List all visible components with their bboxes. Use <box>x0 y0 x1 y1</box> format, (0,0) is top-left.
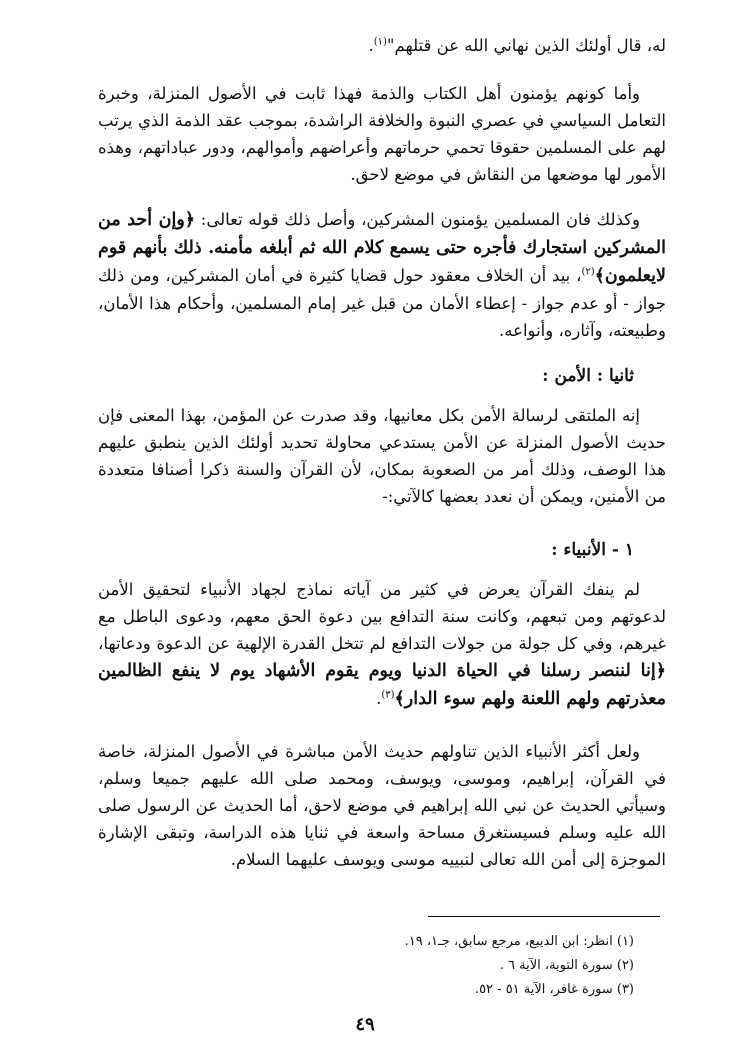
paragraph-people-of-book <box>98 80 666 188</box>
paragraph-security <box>98 402 666 510</box>
footnote-item: (٢) سورة التوبة، الآية ٦ . <box>499 958 634 973</box>
paragraph-text: ولعل أكثر الأنبياء الذين تناولهم حديث الأمن مباشرة في الأصول المنزلة، خاصة في القرآن، إبراهيم، وموسى، ويوسف، ومحمد صلى الله عليهم جميعا وسلم، وسيأتي الحديث عن نبي الله إبراهيم في موضع لاحق، أما الحديث عن الرسول صلى الله عليه وسلم فسيستغرق مساحة واسعة في ثنايا هذه الدراسة، وتبقى الإشارة الموجزة إلى أمن الله تعالى لنبييه موسى ويوسف عليهما السلام. <box>98 742 666 869</box>
paragraph-prophets-detail <box>98 738 666 873</box>
subsection-heading: ١ - الأنبياء : <box>551 540 634 560</box>
paragraph-text: ، بيد أن الخلاف معقود حول قضايا كثيرة في أمان المشركين، ومن ذلك جواز - أو عدم جواز - إعطاء الأمان من قبل غير إمام المسلمين، وأحكام هذا الأمان، وطبيعته، وآثاره، وأنواعه. <box>98 266 666 340</box>
footnote-item: (٣) سورة غافر، الآية ٥١ - ٥٢. <box>474 982 634 997</box>
footnote-ref: (٢) <box>581 266 595 278</box>
paragraph-text: له، قال أولئك الذين نهاني الله عن قتلهم" <box>386 36 666 55</box>
paragraph-text: لم ينفك القرآن يعرض في كثير من آياته نماذج لجهاد الأنبياء لتحقيق الأمن لدعوتهم ومن تبعهم، وكانت سنة التدافع بين دعوة الحق معهم، ودعوى الباطل مع غيرهم، وفي كل جولة من جولات التدافع لم تتخل القدرة الإلهية عن الدعوة ودعاتها، <box>98 580 666 653</box>
punctuation: . <box>376 689 382 708</box>
footnote-item: (١) انظر: ابن الديبع، مرجع سابق، جـ١، ١٩. <box>404 934 634 949</box>
quran-quote: ﴿وإن أحد من المشركين استجارك فأجره حتى يسمع كلام الله ثم أبلغه مأمنه. ذلك بأنهم قوم لايعلمون﴾ <box>98 210 666 286</box>
footnotes <box>405 930 634 1002</box>
paragraph-text: إنه الملتقى لرسالة الأمن بكل معانيها، وقد صدرت عن المؤمن، بهذا المعنى فإن حديث الأصول المنزلة عن الأمن يستدعي محاولة تحديد أولئك الذين ينطبق عليهم هذا الوصف، وذلك أمر من الصعوبة بمكان، لأن القرآن والسنة ذكرا أصنافا متعددة من الأمنين، ويمكن أن نعدد بعضها كالآتي:- <box>98 406 666 506</box>
quran-quote: ﴿إنا لننصر رسلنا في الحياة الدنيا ويوم يقوم الأشهاد يوم لا ينفع الظالمين معذرتهم ولهم اللعنة ولهم سوء الدار﴾ <box>98 661 666 709</box>
paragraph-prophets <box>98 576 666 713</box>
paragraph-text: وكذلك فان المسلمين يؤمنون المشركين، وأصل ذلك قوله تعالى: <box>195 210 640 229</box>
page-number: ٤٩ <box>355 1014 375 1035</box>
footnote-ref: (١) <box>373 36 387 48</box>
punctuation: . <box>368 36 374 55</box>
footnote-divider <box>428 916 660 917</box>
paragraph-polytheists <box>98 206 666 344</box>
footnote-ref: (٣) <box>381 689 395 701</box>
section-heading: ثانيا : الأمن : <box>542 366 634 386</box>
paragraph-text: وأما كونهم يؤمنون أهل الكتاب والذمة فهذا ثابت في الأصول المنزلة، وخبرة التعامل السياسي في عصري النبوة والخلافة الراشدة، بموجب عقد الذمة الذي يرتب لهم على المسلمين حقوقا تحمي حرماتهم وأعراضهم وأموالهم، ودور عباداتهم، وهذه الأمور لها موضعها من النقاش في موضع لاحق. <box>98 84 666 184</box>
paragraph-continuation <box>98 32 666 59</box>
